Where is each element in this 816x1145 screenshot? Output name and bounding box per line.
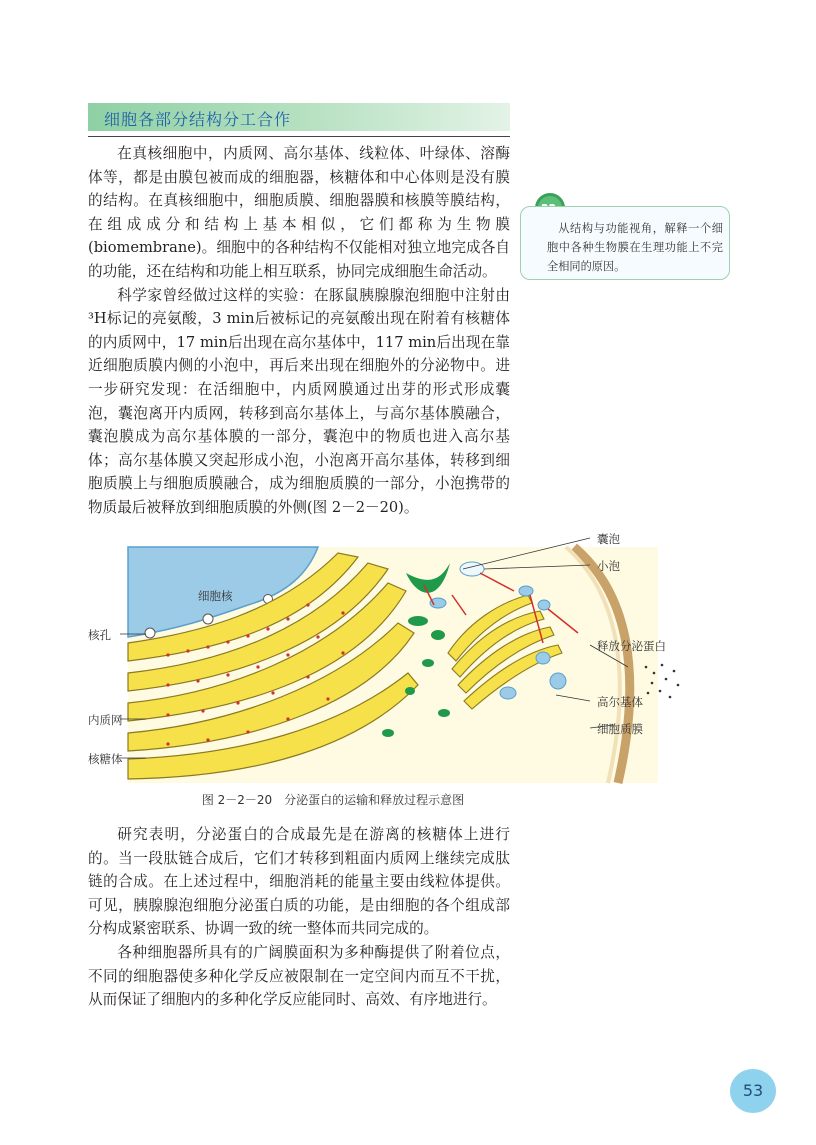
body-text-top bbox=[88, 142, 510, 520]
thinking-note bbox=[520, 206, 730, 280]
label-ribosome: 核糖体 bbox=[88, 752, 123, 766]
label-plasma-membrane: 细胞质膜 bbox=[597, 722, 643, 736]
section-title: 细胞各部分结构分工合作 bbox=[104, 110, 292, 129]
header-rule bbox=[88, 136, 510, 137]
label-vesicle-small: 小泡 bbox=[597, 559, 620, 573]
figure-caption: 图 2－2－20 分泌蛋白的运输和释放过程示意图 bbox=[201, 793, 465, 807]
section-header bbox=[88, 103, 510, 131]
label-er: 内质网 bbox=[88, 713, 123, 727]
body-text-bottom bbox=[88, 823, 510, 1012]
label-nuclear-pore: 核孔 bbox=[88, 628, 111, 642]
note-text: 从结构与功能视角，解释一个细胞中各种生物膜在生理功能上不完全相同的原因。 bbox=[547, 222, 723, 273]
paragraph: 在真核细胞中，内质网、高尔基体、线粒体、叶绿体、溶酶体等，都是由膜包被而成的细胞器，核糖体和中心体则是没有膜的结构。在真核细胞中，细胞质膜、细胞器膜和核膜等膜结构，在组成成分和结构上基本相似，它们都称为生物膜(biomembrane)。细胞中的各种结构不仅能相对独立地完成各自的功能，还在结构和功能上相互联系，协同完成细胞生命活动。 bbox=[88, 145, 510, 280]
paragraph: 研究表明，分泌蛋白的合成最先是在游离的核糖体上进行的。当一段肽链合成后，它们才转移到粗面内质网上继续完成肽链的合成。在上述过程中，细胞消耗的能量主要由线粒体提供。可见，胰腺腺泡细胞分泌蛋白质的功能，是由细胞的各个组成部分构成紧密联系、协调一致的统一整体而共同完成的。 bbox=[88, 826, 510, 938]
page-number: 53 bbox=[730, 1069, 776, 1113]
label-secreted-protein: 释放分泌蛋白 bbox=[597, 639, 666, 653]
secretory-protein-diagram bbox=[88, 533, 788, 788]
label-nucleus: 细胞核 bbox=[198, 589, 233, 603]
paragraph: 科学家曾经做过这样的实验：在豚鼠胰腺腺泡细胞中注射由³H标记的亮氨酸，3 min后被标记的亮氨酸出现在附着有核糖体的内质网中，17 min后出现在高尔基体中，117 min后出现在靠近细胞质膜内侧的小泡中，再后来出现在细胞外的分泌物中。进一步研究发现：在活细胞中，内质网膜通过出芽的形式形成囊泡，囊泡离开内质网，转移到高尔基体上，与高尔基体膜融合，囊泡膜成为高尔基体膜的一部分，囊泡中的物质也进入高尔基体；高尔基体膜又突起形成小泡，小泡离开高尔基体，转移到细胞质膜上与细胞质膜融合，成为细胞质膜的一部分，小泡携带的物质最后被释放到细胞质膜的外侧(图 2－2－20)。 bbox=[88, 286, 510, 516]
label-golgi: 高尔基体 bbox=[597, 695, 643, 709]
paragraph: 各种细胞器所具有的广阔膜面积为多种酶提供了附着位点，不同的细胞器使多种化学反应被限制在一定空间内而互不干扰，从而保证了细胞内的多种化学反应能同时、高效、有序地进行。 bbox=[88, 943, 510, 1009]
label-vesicle-large: 囊泡 bbox=[597, 532, 620, 546]
